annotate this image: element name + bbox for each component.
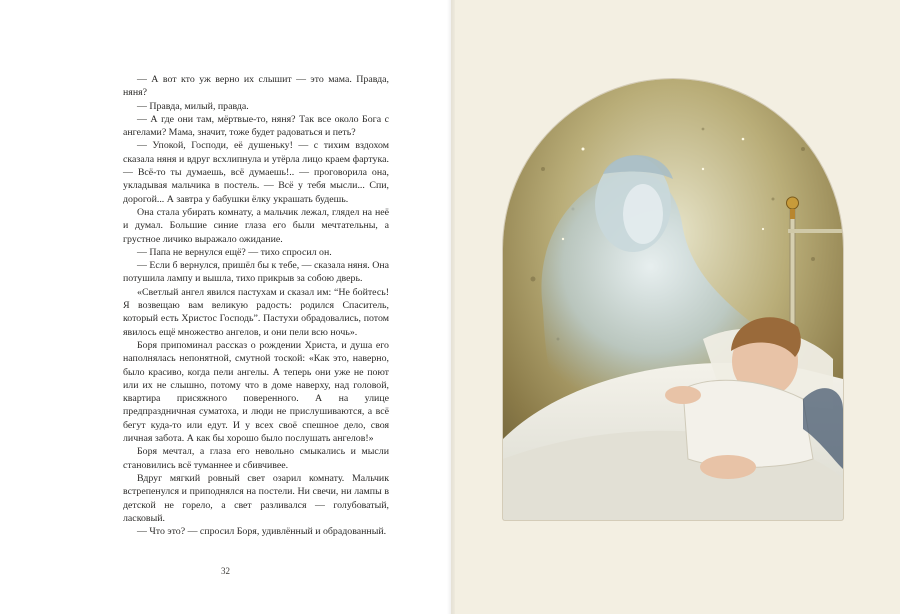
paragraph: — Что это? — спросил Боря, удивлённый и обрадованный. bbox=[137, 526, 387, 538]
paragraph: Вдруг мягкий ровный свет озарил комнату. Мальчик встрепенулся и приподнялся на постели. Ни свечи, ни лампы в детской не горело, а свет разливался — голубоватый, ласковый. bbox=[123, 472, 389, 524]
paragraph: — Упокой, Господи, её душеньку! — с тихим вздохом сказала няня и вдруг всхлипнула и утёрла лицо краем фартука. — Всё-то ты думаешь, всё думаешь!.. — проговорила она, укладывая мальчика в постель. — Всё у тебя мысли... Спи, дорогой... А завтра у бабушки ёлку украшать будешь. bbox=[123, 140, 389, 205]
paragraph: «Светлый ангел явился пастухам и сказал им: “Не бойтесь! Я возвещаю вам великую радость: родился Спаситель, который есть Христос Господь”. Пастухи обрадовались, потом явилось ещё множество ангелов, и они пели всю ночь». bbox=[123, 286, 389, 338]
paragraph: — А где они там, мёртвые-то, няня? Так все около Бога с ангелами? Мама, значит, тоже будет радоваться и петь? bbox=[123, 113, 389, 139]
paragraph: Боря припоминал рассказ о рождении Христа, и душа его наполнялась непонятной, смутной тоской: «Как это, наверно, было красиво, когда пели ангелы. А теперь они уже не поют или их не слышно, потому что в доме наверху, над головой, квартира присяжного поверенного. А на улице предпраздничная суматоха, и люди не прислушиваются, а всё бегут куда-то или едут. И у всех своё спешное дело, своя личная забота. А как бы хорошо было послушать ангелов!» bbox=[123, 339, 389, 445]
paragraph: — А вот кто уж верно их слышит — это мама. Правда, няня? bbox=[123, 74, 389, 99]
angel-over-sleeping-boy-painting bbox=[503, 79, 843, 520]
page-number: 32 bbox=[221, 566, 230, 576]
book-gutter bbox=[447, 0, 455, 614]
paragraph: Она стала убирать комнату, а мальчик лежал, глядел на неё и думал. Большие синие глаза его были мечтательны, а грустное личико выражало ожидание. bbox=[123, 206, 389, 245]
paragraph: — Папа не вернулся ещё? — тихо спросил он. bbox=[137, 246, 332, 258]
paragraph: — Правда, милый, правда. bbox=[137, 100, 249, 112]
story-text bbox=[123, 73, 389, 538]
paragraph: Боря мечтал, а глаза его невольно смыкались и мысли становились всё туманнее и сбивчивее. bbox=[123, 446, 389, 471]
paragraph: — Если б вернулся, пришёл бы к тебе, — сказала няня. Она потушила лампу и вышла, тихо прикрыв за собою дверь. bbox=[123, 260, 389, 285]
